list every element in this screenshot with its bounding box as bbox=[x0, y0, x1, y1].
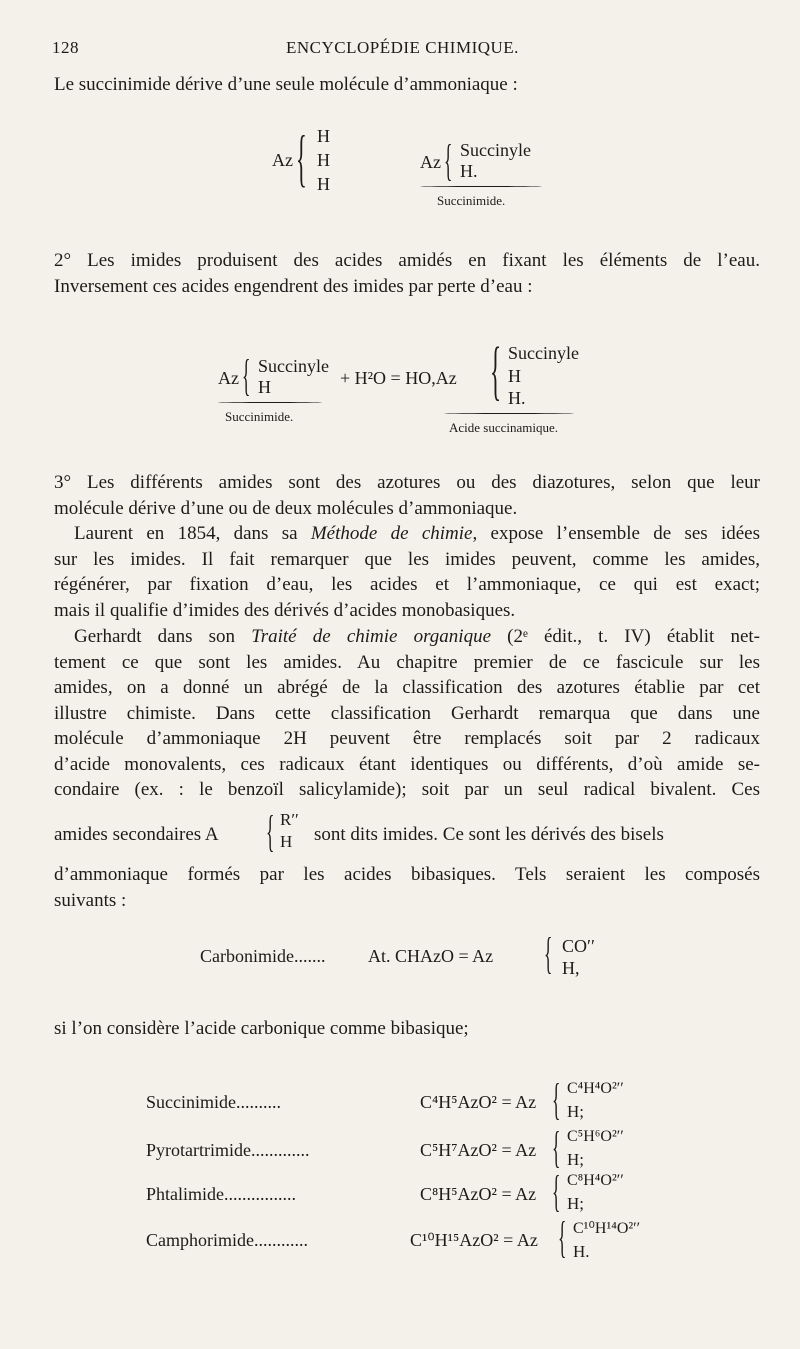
compound-row: Pyrotartrimide............. C⁵H⁷AzO² = Az { C⁵H⁶O²′′ H; bbox=[146, 1123, 624, 1172]
intro-line: Le succinimide dérive d’une seule molécule d’ammoniaque : bbox=[54, 74, 518, 95]
compound-row: Succinimide.......... C⁴H⁵AzO² = Az { C⁴H⁴O²′′ H; bbox=[146, 1075, 624, 1124]
carbonic-line: si l’on considère l’acide carbonique comme bibasique; bbox=[54, 1018, 469, 1039]
page-number: 128 bbox=[52, 38, 79, 57]
caption: Acide succinamique. bbox=[449, 420, 559, 435]
compound-row: Camphorimide............ C¹⁰H¹⁵AzO² = Az { C¹⁰H¹⁴O²′′ H. bbox=[146, 1213, 641, 1262]
caption: Succinimide. bbox=[437, 193, 506, 208]
paragraph-4: Laurent en 1854, dans sa Méthode de chimie, expose l’ensemble de ses idées sur les imides. Il fait remarquer que les imides peuvent, comme les amides, régénérer, par fixation d’eau, les acides et l’ammoniaque, ce qui est exact; mais il qualifie d’imides des dérivés d’acides monobasiques. bbox=[54, 523, 760, 621]
book-page: 128 ENCYCLOPÉDIE CHIMIQUE. Le succinimide dérive d’une seule molécule d’ammoniaque : Az { H H H Az { Succinyle H. Succinimide. 2° Les imides produisent des acides amidés en fixant les éléments de l’eau. Inversement ces acides engendrent des imides par perte d’eau : Az { Succinyle H + H²O = HO,Az { Succinyle H H. Succinimide. Acide succinamique. 3° Les différents amides sont des azotures ou des diazotures, selon que leur molécule dérive d’une ou de deux molécules d’ammoniaque. Laurent en 1854, dans sa Méthode de chimie, expose l’ensemble de ses idées sur les imides. Il fait remarquer que les imides peuvent, comme les amides, régénérer, par fixation d’eau, les acides et l’ammoniaque, ce qui est exact; mais il qualifie d’imides des dérivés d’acides monobasiques. Gerhardt dans son Traité de chimie organique (2ᵉ édit., t. IV) établit net- tement ce que sont les amides. Au chapitre premier de ce fascicule sur les amides, on a donné un abrégé de la classification des azotures établie par cet illustre chimiste. Dans cette classification Gerhardt remarqua que dans une molécule d’ammoniaque 2H peuvent être remplacés soit par 2 radicaux d’acide monovalents, ces radicaux étant identiques ou différents, d’où amide se- condaire (ex. : le benzoïl salicylamide); soit par un seul radical bivalent. Ces amides secondaires A { R′′ H sont dits imides. Ce sont les dérivés des bisels d’ammoniaque formés par les acides bibasiques. Tels seraient les composés suivants : Carbonimide....... At. CHAzO = Az { CO′′ H, si l’on considère l’acide carbonique comme bibasique; Succinimide.......... C⁴H⁵AzO² = Az { C⁴H⁴O²′′ H; Pyrotartrimide............. C⁵H⁷AzO² = Az { C⁵H⁶O²′′ H; Phtalimide................ C⁸H⁵AzO² = Az { C⁸H⁴O²′′ H; Camphorimide............ C¹⁰H¹⁵AzO² = Az { C¹⁰H¹⁴O²′′ H. bbox=[0, 0, 800, 1349]
compound-row: Phtalimide................ C⁸H⁵AzO² = Az { C⁸H⁴O²′′ H; bbox=[146, 1167, 624, 1216]
paragraph-3: 3° Les différents amides sont des azotures ou des diazotures, selon que leur molécule dérive d’une ou de deux molécules d’ammoniaque. bbox=[54, 472, 760, 519]
paragraph-5: Gerhardt dans son Traité de chimie organique (2ᵉ édit., t. IV) établit net- tement ce que sont les amides. Au chapitre premier de ce fascicule sur les amides, on a donné un abrégé de la classification des azotures établie par cet illustre chimiste. Dans cette classification Gerhardt remarqua que dans une molécule d’ammoniaque 2H peuvent être remplacés soit par 2 radicaux d’acide monovalents, ces radicaux étant identiques ou différents, d’où amide se- condaire (ex. : le benzoïl salicylamide); soit par un seul radical bivalent. Ces bbox=[54, 626, 760, 800]
caption: Succinimide. bbox=[225, 409, 294, 424]
left-brace: { bbox=[444, 136, 453, 185]
paragraph-2: 2° Les imides produisent des acides amidés en fixant les éléments de l’eau. Inversement ces acides engendrent des imides par perte d’eau : bbox=[54, 250, 760, 297]
left-brace: { bbox=[296, 122, 307, 193]
paragraph-5-tail: d’ammoniaque formés par les acides bibasiques. Tels seraient les composés suivants : bbox=[54, 864, 760, 911]
running-title: ENCYCLOPÉDIE CHIMIQUE. bbox=[286, 38, 519, 57]
